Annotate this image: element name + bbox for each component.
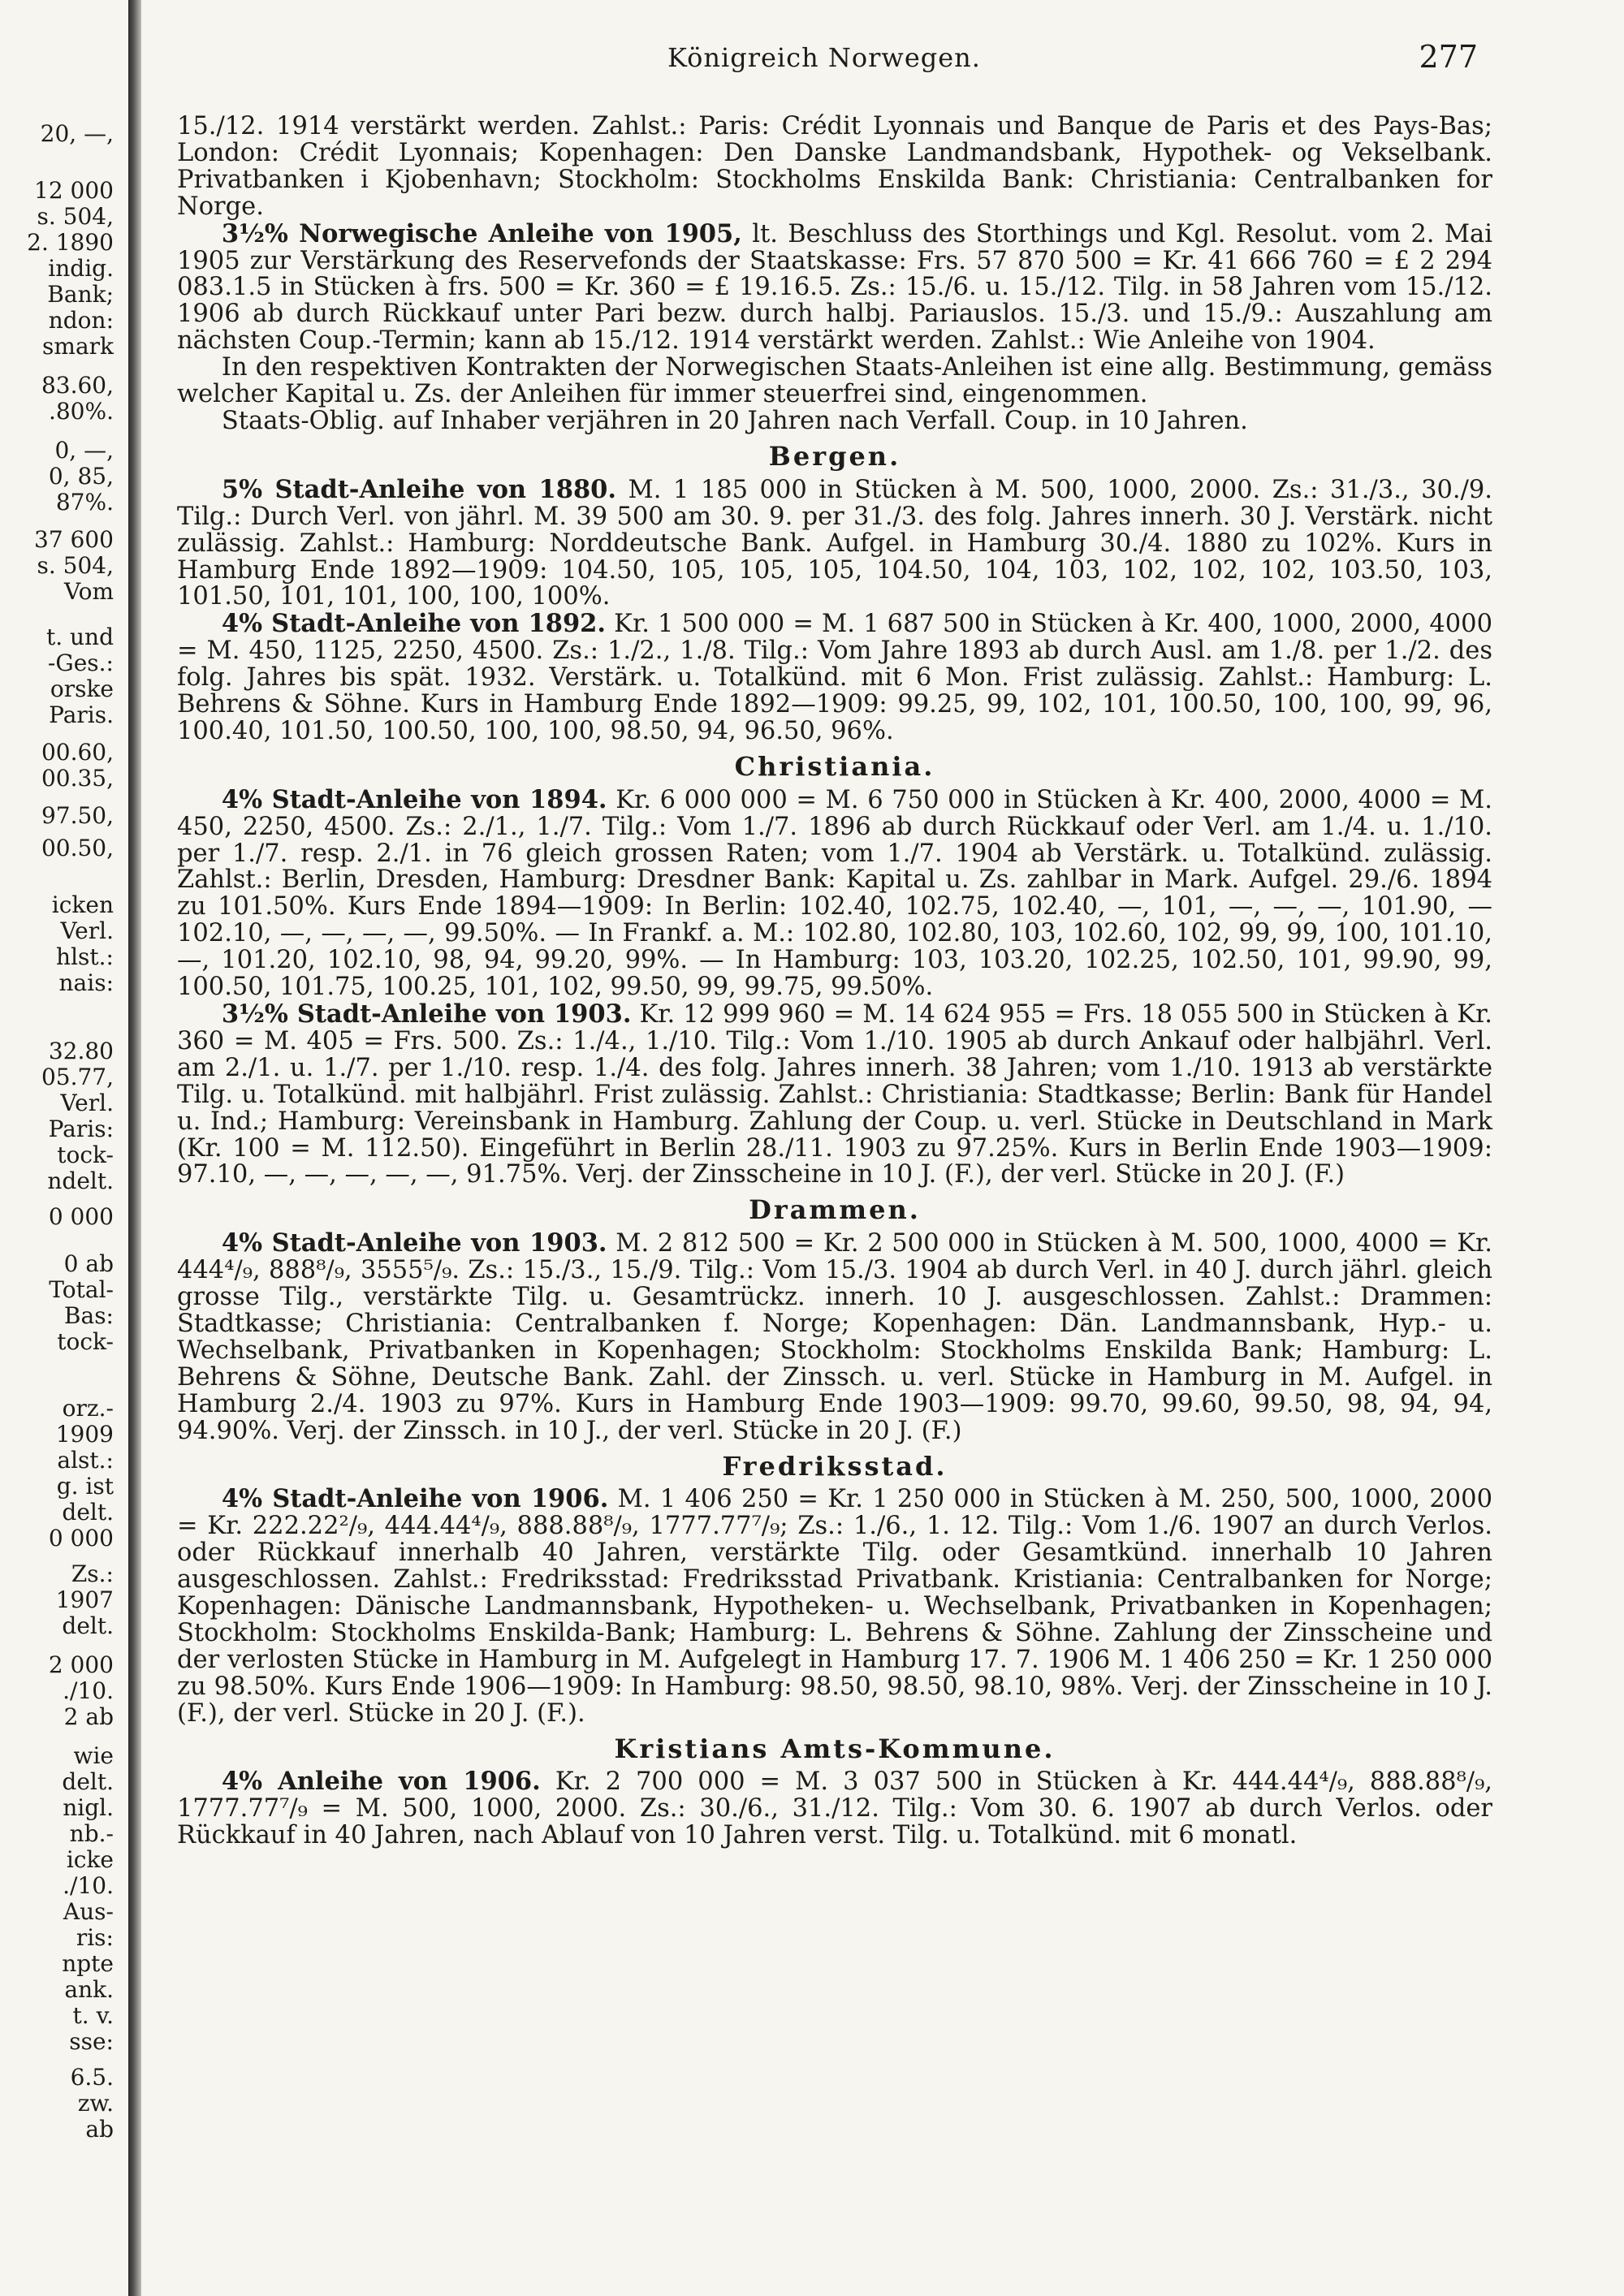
margin-fragment: s. 504, — [37, 552, 114, 579]
section-heading: Christiania. — [734, 750, 935, 782]
section-heading: Fredriksstad. — [722, 1450, 948, 1482]
margin-fragment: Bank; — [47, 281, 114, 308]
loan-text: M. 1 185 000 in Stücken à M. 500, 1000, 2000. Zs.: 31./3., 30./9. Tilg.: Durch Verl. von jährl. M. 39 500 am 30. 9. per 31./3. des folg. Jahres innerh. 30 J. Verstärk. nicht zulässig. Zahlst.: Hamburg: Norddeutsche Bank. Aufgel. in Hamburg 30./4. 1880 zu 102%. Kurs in Hamburg Ende 1892—1909: 104.50, 105, 105, 105, 104.50, 104, 103, 102, 102, 102, 103.50, 103, 101.50, 101, 101, 100, 100, 100%. — [177, 475, 1492, 611]
loan-entry — [177, 611, 1492, 745]
margin-fragment: 6.5. — [70, 2064, 114, 2091]
margin-fragment: delt. — [62, 1499, 114, 1526]
margin-fragment: nigl. — [63, 1794, 114, 1821]
page-number: 277 — [1419, 39, 1478, 75]
margin-fragment: 2 ab — [63, 1703, 114, 1730]
page-binding-gutter — [128, 0, 141, 2296]
section-fredriksstad — [177, 1450, 1492, 1728]
margin-fragment: s. 504, — [37, 203, 114, 230]
margin-fragment: delt. — [62, 1768, 114, 1795]
margin-fragment: Zs.: — [71, 1560, 114, 1587]
paragraph-text: In den respektiven Kontrakten der Norwegischen Staats-Anleihen ist eine allg. Bestimmung, gemäss welcher Kapital u. Zs. der Anleihen für immer steuerfrei sind, eingenommen. — [177, 353, 1492, 409]
loan-title: 4% Stadt-Anleihe von 1894. — [221, 784, 607, 814]
paragraph-text: lt. Beschluss des Storthings und Kgl. Resolut. vom 2. Mai 1905 zur Verstärkung des Reservefonds der Staatskasse: Frs. 57 870 500 = Kr. 41 666 760 = £ 2 294 083.1.5 in Stücken à frs. 500 = Kr. 360 = £ 19.16.5. Zs.: 15./6. u. 15./12. Tilg. in 58 Jahren vom 15./12. 1906 ab durch Rückkauf unter Pari bezw. durch halbj. Pariauslos. 15./3. und 15./9.: Auszahlung am nächsten Coup.-Termin; kann ab 15./12. 1914 verstärkt werden. Zahlst.: Wie Anleihe von 1904. — [177, 219, 1492, 356]
margin-fragment: ank. — [64, 1976, 114, 2003]
loan-text: Kr. 12 999 960 = M. 14 624 955 = Frs. 18 055 500 in Stücken à Kr. 360 = M. 405 = Frs. 500. Zs.: 1./4., 1./10. Tilg.: Vom 1./10. 1905 ab durch Ankauf oder halbjährl. Verl. am 2./1. u. 1./7. per 1./10. resp. 1./4. des folg. Jahres innerh. 38 Jahren; vom 1./10. 1913 ab verstärkte Tilg. u. Totalkünd. mit halbjährl. Frist zulässig. Zahlst.: Christiania: Stadtkasse; Berlin: Bank für Handel u. Ind.; Hamburg: Vereinsbank in Hamburg. Zahlung der Coup. u. verl. Stücke in Deutschland in Mark (Kr. 100 = M. 112.50). Eingeführt in Berlin 28./11. 1903 zu 97.25%. Kurs in Berlin Ende 1903—1909: 97.10, —, —, —, —, —, 91.75%. Verj. der Zinsscheine in 10 J. (F.), der verl. Stücke in 20 J. (F.) — [177, 1000, 1492, 1189]
section-heading: Drammen. — [749, 1194, 921, 1226]
loan-title: 4% Stadt-Anleihe von 1906. — [221, 1484, 609, 1514]
margin-fragment: 00.50, — [41, 835, 114, 861]
margin-fragment: 1907 — [55, 1586, 114, 1613]
loan-entry — [177, 474, 1492, 611]
margin-fragment: -Ges.: — [47, 650, 114, 676]
loan-title: 4% Stadt-Anleihe von 1903. — [221, 1228, 607, 1258]
margin-fragment: tock- — [57, 1142, 114, 1168]
margin-fragment: 0 000 — [48, 1203, 114, 1230]
margin-fragment: ndon: — [48, 307, 114, 334]
margin-fragment: smark — [42, 333, 114, 360]
loan-text: Kr. 6 000 000 = M. 6 750 000 in Stücken à Kr. 400, 2000, 4000 = M. 450, 2250, 4500. Zs.: 2./1., 1./7. Tilg.: Vom 1./7. 1896 ab durch Rückkauf oder Verl. am 1./4. u. 1./10. per 1./7. resp. 2./1. in 76 gleich grossen Raten; vom 1./7. 1904 ab Verstärk. u. Totalkünd. zulässig. Zahlst.: Berlin, Dresden, Hamburg: Dresdner Bank: Kapital u. Zs. zahlbar in Mark. Aufgel. 29./6. 1894 zu 101.50%. Kurs Ende 1894—1909: In Berlin: 102.40, 102.75, 102.40, —, 101, —, —, —, 101.90, — 102.10, —, —, —, —, 99.50%. — In Frankf. a. M.: 102.80, 102.80, 103, 102.60, 102, 99, 99, 100, 101.10, —, 101.20, 102.10, 98, 94, 99.20, 99%. — In Hamburg: 103, 103.20, 102.25, 102.50, 101, 99.90, 99, 100.50, 101.75, 100.25, 101, 102, 99.50, 99, 99.75, 99.50%. — [177, 785, 1492, 1002]
margin-fragment: icke — [66, 1846, 114, 1873]
margin-fragment: Vom — [63, 578, 114, 605]
section-heading: Bergen. — [768, 440, 901, 472]
loan-text: Kr. 1 500 000 = M. 1 687 500 in Stücken à Kr. 400, 1000, 2000, 4000 = M. 450, 1125, 2250, 4500. Zs.: 1./2., 1./8. Tilg.: Vom Jahre 1893 ab durch Ausl. am 1./8. per 1./2. des folg. Jahres bis spät. 1932. Verstärk. u. Totalkünd. mit 6 Mon. Frist zulässig. Zahlst.: Hamburg: L. Behrens & Söhne. Kurs in Hamburg Ende 1892—1909: 99.25, 99, 102, 101, 100.50, 100, 100, 99, 96, 100.40, 101.50, 100.50, 100, 100, 98.50, 94, 96.50, 96%. — [177, 610, 1492, 745]
margin-fragment: 20, —, — [40, 120, 114, 147]
margin-fragment: 12 000 — [34, 177, 114, 204]
paragraph-text: Staats-Oblig. auf Inhaber verjähren in 20 Jahren nach Verfall. Coup. in 10 Jahren. — [221, 406, 1248, 435]
loan-title: 4% Stadt-Anleihe von 1892. — [221, 609, 607, 639]
margin-fragment: 1909 — [55, 1421, 114, 1448]
margin-fragment: orz.- — [62, 1395, 114, 1422]
left-margin-fragments — [0, 0, 122, 2296]
margin-fragment: 87%. — [55, 489, 114, 516]
loan-entry — [177, 1768, 1492, 1849]
running-title: Königreich Norwegen. — [667, 42, 981, 73]
margin-fragment: Paris: — [48, 1116, 114, 1142]
loan-text: M. 2 812 500 = Kr. 2 500 000 in Stücken à M. 500, 1000, 4000 = Kr. 444⁴/₉, 888⁸/₉, 3555⁵/₉. Zs.: 15./3., 15./9. Tilg.: Vom 15./3. 1904 ab durch Verl. in 40 J. durch jährl. gleich grosse Tilg., verstärkte Tilg. u. Gesamtrückz. innerh. 10 J. ausgeschlossen. Zahlst.: Drammen: Stadtkasse; Christiania: Centralbanken f. Norge; Kopenhagen: Dän. Landmannsbank, Hyp.- u. Wechselbank, Privatbanken in Kopenhagen; Stockholm: Stockholms Enskilda Bank; Hamburg: L. Behrens & Söhne, Deutsche Bank. Zahl. der Zinssch. u. verl. Stücke in Hamburg in M. Aufgel. in Hamburg 2./4. 1903 zu 97%. Kurs in Hamburg Ende 1903—1909: 99.70, 99.60, 99.50, 98, 94, 94, 94.90%. Verj. der Zinssch. in 10 J., der verl. Stücke in 20 J. (F.) — [177, 1229, 1492, 1445]
margin-fragment: 97.50, — [41, 802, 114, 829]
margin-fragment: Paris. — [49, 701, 114, 728]
margin-fragment: Verl. — [60, 917, 114, 944]
margin-fragment: 37 600 — [34, 526, 114, 553]
margin-fragment: ./10. — [63, 1872, 114, 1899]
section-bergen — [177, 440, 1492, 745]
loan-text: M. 1 406 250 = Kr. 1 250 000 in Stücken à M. 250, 500, 1000, 2000 = Kr. 222.22²/₉, 444.44⁴/₉, 888.88⁸/₉, 1777.77⁷/₉; Zs.: 1./6., 1. 12. Tilg.: Vom 1./6. 1907 an durch Verlos. oder Rückkauf innerhalb 40 Jahren, verstärkte Tilg. oder Gesamtkünd. innerhalb 10 Jahren ausgeschlossen. Zahlst.: Fredriksstad: Fredriksstad Privatbank. Kristiania: Centralbanken for Norge; Kopenhagen: Dänische Landmannsbank, Hypotheken- u. Wechselbank, Privatbanken in Kopenhagen; Stockholm: Stockholms Enskilda-Bank; Hamburg: L. Behrens & Söhne. Zahlung der Zinsscheine und der verlosten Stücke in Hamburg in M. Aufgelegt in Hamburg 17. 7. 1906 M. 1 406 250 = Kr. 1 250 000 zu 98.50%. Kurs Ende 1906—1909: In Hamburg: 98.50, 98.50, 98.10, 98%. Verj. der Zinsscheine in 10 J. (F.), der verl. Stücke in 20 J. (F.). — [177, 1485, 1492, 1728]
intro-paragraph — [177, 114, 1492, 221]
section-kristians-amts-kommune — [177, 1733, 1492, 1850]
margin-fragment: 83.60, — [41, 372, 114, 399]
margin-fragment: tock- — [57, 1328, 114, 1355]
loan-entry — [177, 1230, 1492, 1444]
loan-entry — [177, 784, 1492, 1002]
margin-fragment: orske — [50, 675, 114, 702]
margin-fragment: g. ist — [56, 1473, 114, 1500]
margin-fragment: 0, 85, — [48, 463, 114, 490]
margin-fragment: 05.77, — [41, 1064, 114, 1090]
margin-fragment: hlst.: — [56, 943, 114, 970]
loan-title: 3½% Norwegische Anleihe von 1905, — [221, 218, 742, 248]
margin-fragment: .80%. — [48, 398, 114, 425]
margin-fragment: Verl. — [60, 1090, 114, 1116]
page-body — [177, 114, 1492, 1849]
paragraph-text: 15./12. 1914 verstärkt werden. Zahlst.: Paris: Crédit Lyonnais und Banque de Paris et des Pays-Bas; London: Crédit Lyonnais; Kopenhagen: Den Danske Landmandsbank, Hypothek- og Vekselbank. Privatbanken i Kjobenhavn; Stockholm: Stockholms Enskilda Bank: Christiania: Centralbanken for Norge. — [177, 112, 1492, 221]
margin-fragment: ris: — [76, 1924, 114, 1951]
section-drammen — [177, 1194, 1492, 1445]
margin-fragment: sse: — [69, 2028, 114, 2055]
margin-fragment: alst.: — [57, 1447, 114, 1474]
margin-fragment: nb.- — [69, 1820, 114, 1847]
section-heading: Kristians Amts-Kommune. — [614, 1733, 1056, 1764]
intro-paragraph — [177, 408, 1492, 435]
margin-fragment: delt. — [62, 1612, 114, 1639]
margin-fragment: zw. — [77, 2090, 114, 2117]
margin-fragment: Bas: — [63, 1302, 114, 1329]
section-christiania — [177, 750, 1492, 1189]
margin-fragment: Total- — [49, 1276, 114, 1303]
loan-text: Kr. 2 700 000 = M. 3 037 500 in Stücken à Kr. 444.44⁴/₉, 888.88⁸/₉, 1777.77⁷/₉ = M. 500, 1000, 2000. Zs.: 30./6., 31./12. Tilg.: Vom 30. 6. 1907 ab durch Verlos. oder Rückkauf in 40 Jahren, nach Ablauf von 10 Jahren verst. Tilg. u. Totalkünd. mit 6 monatl. — [177, 1767, 1492, 1850]
loan-entry — [177, 1001, 1492, 1189]
margin-fragment: indig. — [48, 255, 114, 282]
margin-fragment: 00.60, — [41, 739, 114, 766]
margin-fragment: ab — [85, 2116, 114, 2143]
page-header — [171, 34, 1478, 83]
margin-fragment: 0 000 — [48, 1525, 114, 1552]
margin-fragment: ./10. — [63, 1677, 114, 1704]
margin-fragment: nais: — [58, 969, 114, 996]
margin-fragment: npte — [62, 1950, 114, 1977]
loan-title: 5% Stadt-Anleihe von 1880. — [221, 474, 617, 504]
margin-fragment: wie — [73, 1742, 114, 1769]
margin-fragment: ndelt. — [47, 1167, 114, 1194]
loan-title: 3½% Stadt-Anleihe von 1903. — [221, 999, 632, 1029]
intro-paragraph — [177, 218, 1492, 356]
margin-fragment: 32.80 — [48, 1038, 114, 1064]
margin-fragment: icken — [51, 891, 114, 918]
margin-fragment: 2 000 — [48, 1651, 114, 1678]
margin-fragment: Aus- — [63, 1898, 114, 1925]
margin-fragment: 2. 1890 — [27, 229, 114, 256]
margin-fragment: 0 ab — [63, 1250, 114, 1277]
margin-fragment: 0, —, — [54, 437, 114, 464]
margin-fragment: t. v. — [72, 2002, 114, 2029]
margin-fragment: t. und — [45, 624, 114, 650]
intro-paragraph — [177, 355, 1492, 408]
loan-title: 4% Anleihe von 1906. — [221, 1767, 541, 1797]
margin-fragment: 00.35, — [41, 765, 114, 792]
loan-entry — [177, 1486, 1492, 1727]
